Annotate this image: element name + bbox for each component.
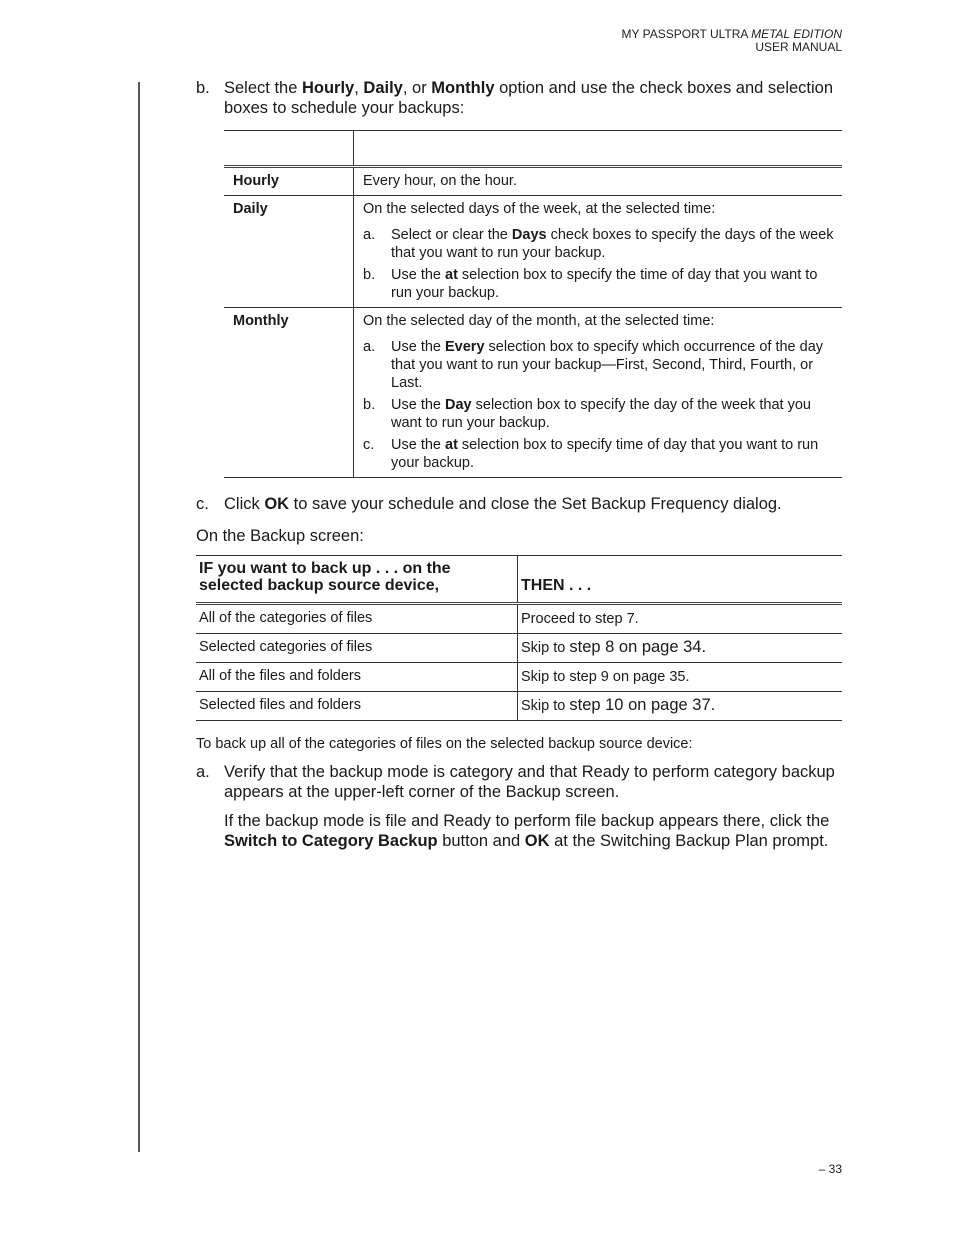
monthly-substep-a: a. Use the Every selection box to specify which occurrence of the day that you want to run your backup—First, Second, Third, Fourth, or Last.: [363, 339, 824, 391]
schedule-row-hourly: Hourly Every hour, on the hour.: [224, 167, 842, 196]
schedule-row-monthly: Monthly On the selected day of the month, at the selected time: a. Use the Every selection box to specify which occurrence of the day that you want to run your backup—First, Second, Third, Fourth, or Last. b. Use the Day selection box to specify the day of the week that you want to run your backup. c. Use the at selection box to specify time of day that you want to run your backup.: [224, 308, 842, 478]
step-8-link[interactable]: step 8 on page 34.: [569, 638, 707, 656]
step-a-continuation: If the backup mode is file and Ready to perform file backup appears there, click the Switch to Category Backup button and OK at the Switching Backup Plan prompt.: [224, 812, 830, 850]
table-row: Selected files and folders Skip to step 10 on page 37.: [196, 692, 842, 721]
header-manual: USER MANUAL: [755, 40, 842, 54]
table-row: All of the categories of files Proceed to step 7.: [196, 604, 842, 634]
monthly-substep-c: c. Use the at selection box to specify time of day that you want to run your backup.: [363, 437, 819, 471]
running-header: [621, 28, 842, 54]
daily-substep-a: a. Select or clear the Days check boxes to specify the days of the week that you want to run your backup.: [363, 227, 834, 261]
if-column-header: IF you want to back up . . . on the selected backup source device,: [196, 556, 518, 604]
then-column-header: THEN . . .: [518, 556, 843, 604]
page-content: [196, 78, 842, 851]
if-then-table: [196, 555, 842, 721]
if-then-header: [196, 556, 842, 604]
step-b: b. Select the Hourly, Daily, or Monthly option and use the check boxes and selection boxes to schedule your backups:: [196, 78, 842, 118]
table-row: All of the files and folders Skip to step 9 on page 35.: [196, 663, 842, 692]
header-product: MY PASSPORT ULTRA METAL EDITION: [621, 27, 842, 41]
step-10-link[interactable]: step 10 on page 37.: [569, 696, 716, 714]
daily-substep-b: b. Use the at selection box to specify the time of day that you want to run your backup.: [363, 267, 818, 301]
step-a: a. Verify that the backup mode is category and that Ready to perform category backup appears at the upper-left corner of the Backup screen.: [196, 763, 835, 801]
schedule-row-daily: Daily On the selected days of the week, at the selected time: a. Select or clear the Days check boxes to specify the days of the week that you want to run your backup. b. Use the at selection box to specify the time of day that you want to run your backup.: [224, 196, 842, 308]
backup-screen-label: On the Backup screen:: [196, 527, 364, 545]
margin-rule: [138, 82, 140, 1152]
schedule-table: [224, 130, 842, 478]
step-b-text: Select the Hourly, Daily, or Monthly option and use the check boxes and selection boxes to schedule your backups:: [224, 79, 834, 117]
category-backup-intro: To back up all of the categories of files on the selected backup source device:: [196, 736, 693, 752]
monthly-substep-b: b. Use the Day selection box to specify the day of the week that you want to run your backup.: [363, 397, 811, 431]
page-number: – 33: [818, 1162, 842, 1176]
table-row: Selected categories of files Skip to step 8 on page 34.: [196, 634, 842, 663]
step-c: c. Click OK to save your schedule and close the Set Backup Frequency dialog.: [196, 495, 782, 513]
schedule-header-row: [224, 131, 842, 167]
